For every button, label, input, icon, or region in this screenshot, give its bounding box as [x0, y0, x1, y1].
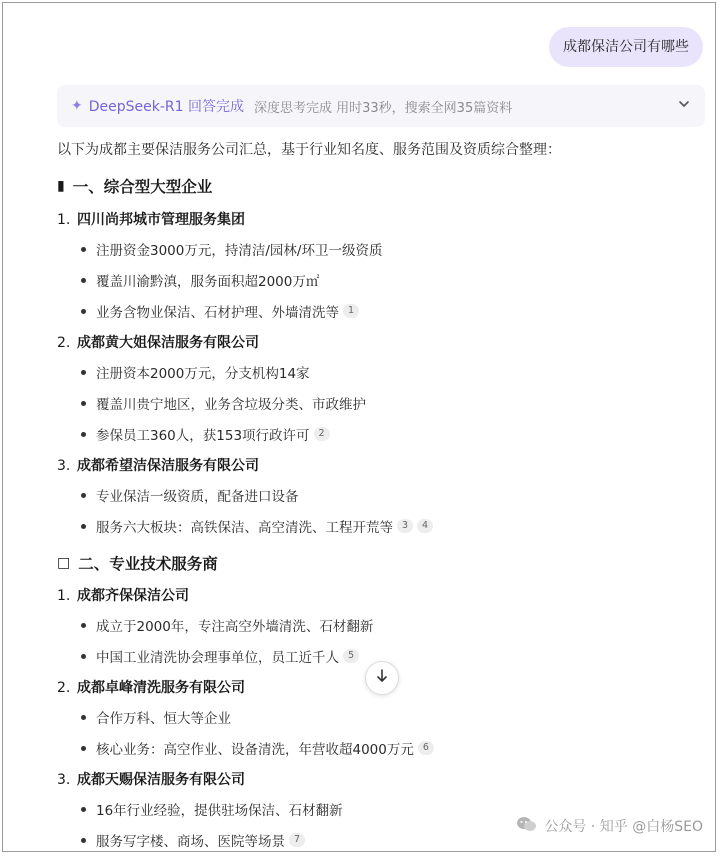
- list-item: [81, 362, 310, 382]
- user-message-text: 成都保洁公司有哪些: [563, 39, 689, 55]
- scroll-to-bottom-button[interactable]: [365, 661, 399, 695]
- bullet-dot: [81, 524, 86, 529]
- company-name: 成都天赐保洁服务有限公司: [77, 772, 245, 788]
- list-item: [81, 393, 366, 413]
- watermark-text: 公众号 · 知乎 @白杨SEO: [544, 819, 703, 835]
- list-item: [81, 830, 305, 850]
- bullet-text: 服务写字楼、商场、医院等场景: [96, 834, 285, 850]
- bullet-dot: [81, 807, 86, 812]
- company-item: [57, 585, 189, 605]
- list-item: [81, 799, 343, 819]
- section-title: 一、综合型大型企业: [72, 178, 213, 196]
- list-item: [81, 516, 433, 536]
- bullet-text: 中国工业清洗协会理事单位，员工近千人: [96, 650, 339, 666]
- list-item: [81, 615, 373, 635]
- watermark: [516, 815, 703, 837]
- bullet-text: 成立于2000年，专注高空外墙清洗、石材翻新: [96, 619, 374, 635]
- list-item: [81, 424, 330, 444]
- arrow-down-icon: [375, 668, 389, 688]
- citation-badge[interactable]: 6: [418, 741, 434, 755]
- company-name: 成都齐保保洁公司: [77, 588, 189, 604]
- bullet-dot: [81, 623, 86, 628]
- list-number: 3.: [57, 458, 71, 474]
- citation-badge[interactable]: 2: [314, 427, 330, 441]
- answer-intro: 以下为成都主要保洁服务公司汇总，基于行业知名度、服务范围及资质综合整理：: [57, 142, 561, 158]
- bullet-text: 专业保洁一级资质，配备进口设备: [96, 489, 299, 505]
- bullet-text: 业务含物业保洁、石材护理、外墙清洗等: [96, 305, 339, 321]
- bullet-text: 核心业务：高空作业、设备清洗，年营收超4000万元: [96, 742, 414, 758]
- bullet-dot: [81, 493, 86, 498]
- sparkle-icon: ✦: [71, 98, 83, 114]
- wechat-icon: [516, 815, 538, 837]
- citation-badge[interactable]: 1: [343, 304, 359, 318]
- thinking-summary-bar[interactable]: [57, 85, 705, 127]
- list-item: [81, 301, 359, 321]
- list-item: [81, 707, 231, 727]
- company-item: [57, 677, 245, 697]
- bullet-text: 覆盖川渝黔滇，服务面积超2000万㎡: [96, 274, 320, 290]
- list-item: [81, 485, 299, 505]
- bullet-dot: [81, 654, 86, 659]
- list-number: 3.: [57, 772, 71, 788]
- list-number: 1.: [57, 212, 71, 228]
- section-heading-2: [57, 552, 218, 574]
- bullet-dot: [81, 401, 86, 406]
- company-item: [57, 209, 245, 229]
- list-item: [81, 239, 382, 259]
- citation-badge[interactable]: 3: [397, 519, 413, 533]
- bullet-text: 16年行业经验，提供驻场保洁、石材翻新: [96, 803, 343, 819]
- bullet-text: 注册资本2000万元，分支机构14家: [96, 366, 310, 382]
- bullet-dot: [81, 370, 86, 375]
- company-name: 成都希望洁保洁服务有限公司: [77, 458, 259, 474]
- company-name: 成都黄大姐保洁服务有限公司: [77, 335, 259, 351]
- company-item: [57, 455, 259, 475]
- section-heading-1: [57, 175, 212, 197]
- citation-badge[interactable]: 4: [417, 519, 433, 533]
- model-status-text: DeepSeek-R1 回答完成: [88, 99, 244, 115]
- citation-badge[interactable]: 5: [343, 649, 359, 663]
- company-name: 成都卓峰清洗服务有限公司: [77, 680, 245, 696]
- bullet-text: 注册资金3000万元，持清洁/园林/环卫一级资质: [96, 243, 383, 259]
- section-title: 二、专业技术服务商: [78, 555, 218, 573]
- bullet-dot: [81, 247, 86, 252]
- list-item: [81, 646, 359, 666]
- bullet-dot: [81, 278, 86, 283]
- bullet-dot: [81, 715, 86, 720]
- tool-icon: □: [57, 555, 71, 571]
- bullet-text: 服务六大板块：高铁保洁、高空清洗、工程开荒等: [96, 520, 393, 536]
- list-number: 1.: [57, 588, 71, 604]
- bullet-dot: [81, 838, 86, 843]
- list-number: 2.: [57, 680, 71, 696]
- user-message-bubble: [549, 27, 703, 67]
- chat-window: [2, 2, 716, 852]
- company-item: [57, 332, 259, 352]
- bullet-text: 覆盖川贵宁地区，业务含垃圾分类、市政维护: [96, 397, 366, 413]
- bullet-text: 合作万科、恒大等企业: [96, 711, 231, 727]
- thinking-meta-text: 深度思考完成 用时33秒，搜索全网35篇资料: [254, 100, 513, 116]
- chevron-down-icon[interactable]: [677, 97, 691, 115]
- bullet-dot: [81, 746, 86, 751]
- list-item: [81, 738, 434, 758]
- bullet-text: 参保员工360人，获153项行政许可: [96, 428, 310, 444]
- company-item: [57, 769, 245, 789]
- list-number: 2.: [57, 335, 71, 351]
- building-icon: ▮: [57, 178, 65, 194]
- company-name: 四川尚邦城市管理服务集团: [77, 212, 245, 228]
- bullet-dot: [81, 432, 86, 437]
- list-item: [81, 270, 319, 290]
- citation-badge[interactable]: 7: [289, 833, 305, 847]
- bullet-dot: [81, 309, 86, 314]
